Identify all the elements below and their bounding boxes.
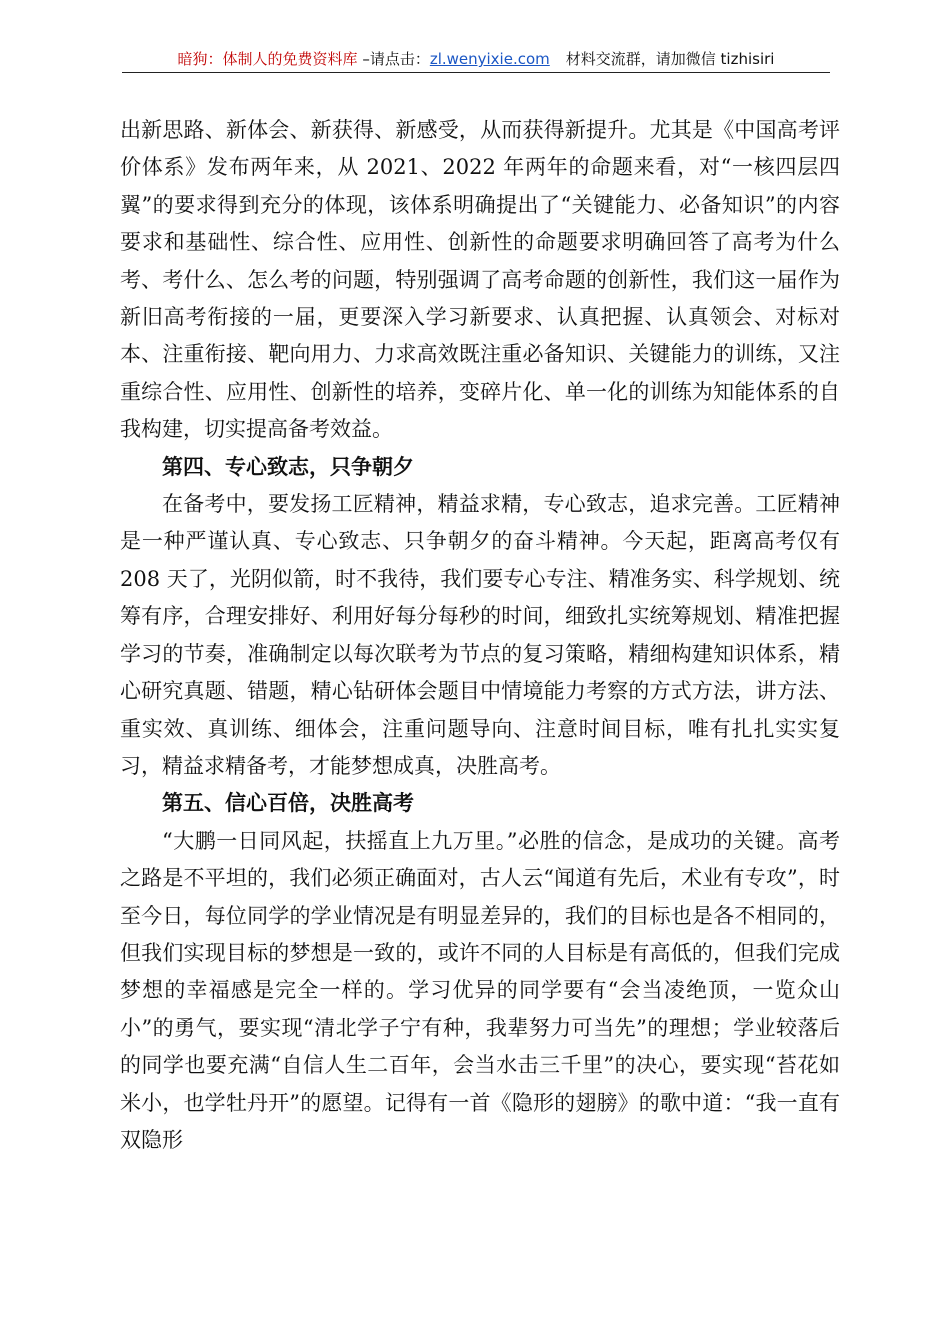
header-prompt: –请点击： [357, 50, 430, 68]
page-header [122, 46, 830, 72]
section-heading-4: 第四、专心致志，只争朝夕 [162, 454, 414, 479]
header-brand: 暗狗：体制人的免费资料库 [177, 50, 358, 68]
document-body [120, 112, 840, 1159]
header-contact: 材料交流群，请加微信 tizhisiri [565, 50, 775, 68]
section-heading-5: 第五、信心百倍，决胜高考 [162, 791, 414, 816]
header-link[interactable]: zl.wenyixie.com [429, 50, 550, 68]
paragraph-section-4: 在备考中，要发扬工匠精神，精益求精，专心致志，追求完善。工匠精神是一种严谨认真、专心致志、只争朝夕的奋斗精神。今天起，距离高考仅有 208 天了，光阴似箭，时不我待，我们要专心专注、精准务实、科学规划、统筹有序，合理安排好、利用好每分每秒的时间，细致扎实统筹规划、精准把握学习的节奏，准确制定以每次联考为节点的复习策略，精细构建知识体系，精心研究真题、错题，精心钻研体会题目中情境能力考察的方式方法，讲方法、重实效、真训练、细体会，注重问题导向、注意时间目标，唯有扎扎实实复习，精益求精备考，才能梦想成真，决胜高考。 [120, 492, 840, 778]
paragraph-continuation: 出新思路、新体会、新获得、新感受，从而获得新提升。尤其是《中国高考评价体系》发布两年来，从 2021、2022 年两年的命题来看，对“一核四层四翼”的要求得到充分的体现，该体系明确提出了“关键能力、必备知识”的内容要求和基础性、综合性、应用性、创新性的命题要求明确回答了高考为什么考、考什么、怎么考的问题，特别强调了高考命题的创新性，我们这一届作为新旧高考衔接的一届，更要深入学习新要求、认真把握、认真领会、对标对本、注重衔接、靶向用力、力求高效既注重必备知识、关键能力的训练，又注重综合性、应用性、创新性的培养，变碎片化、单一化的训练为知能体系的自我构建，切实提高备考效益。 [120, 118, 840, 442]
header-divider [122, 72, 830, 73]
paragraph-section-5: “大鹏一日同风起，扶摇直上九万里。”必胜的信念，是成功的关键。高考之路是不平坦的，我们必须正确面对，古人云“闻道有先后，术业有专攻”，时至今日，每位同学的学业情况是有明显差异的，我们的目标也是各不相同的，但我们实现目标的梦想是一致的，或许不同的人目标是有高低的，但我们完成梦想的幸福感是完全一样的。学习优异的同学要有“会当凌绝顶，一览众山小”的勇气，要实现“清北学子宁有种，我辈努力可当先”的理想；学业较落后的同学也要充满“自信人生二百年，会当水击三千里”的决心，要实现“苔花如米小，也学牡丹开”的愿望。记得有一首《隐形的翅膀》的歌中道：“我一直有双隐形 [120, 828, 840, 1152]
